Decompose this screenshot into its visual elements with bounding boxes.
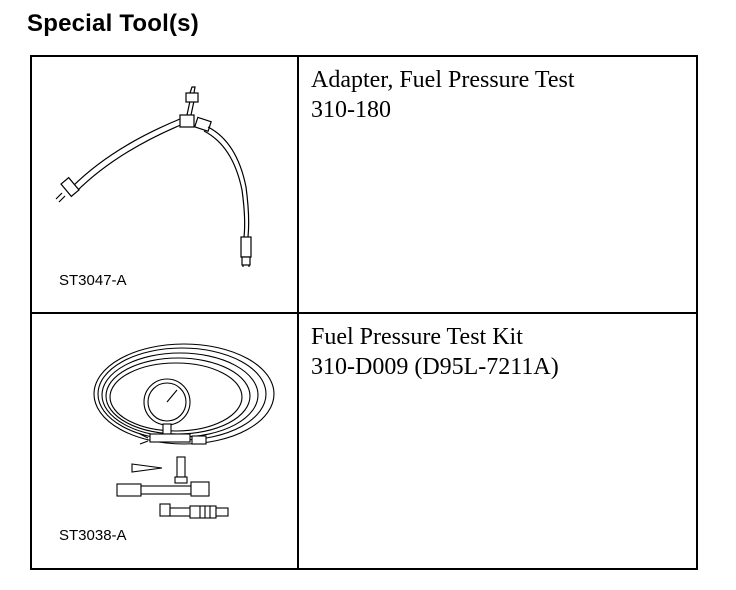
tool-row-adapter xyxy=(32,57,696,314)
figure-label: ST3038-A xyxy=(59,527,127,544)
tool-name: Adapter, Fuel Pressure Test xyxy=(311,67,575,93)
tool-name: Fuel Pressure Test Kit xyxy=(311,324,523,350)
tool-row-test-kit xyxy=(32,314,696,570)
special-tools-table xyxy=(30,55,698,570)
section-heading: Special Tool(s) xyxy=(27,10,199,37)
tool-number: 310-180 xyxy=(311,97,391,123)
tool-number: 310-D009 (D95L-7211A) xyxy=(311,354,559,380)
tool-image-cell xyxy=(32,57,299,312)
tool-description-cell xyxy=(299,57,696,312)
tool-description-cell xyxy=(299,314,696,570)
tool-image-cell xyxy=(32,314,299,570)
figure-label: ST3047-A xyxy=(59,272,127,289)
